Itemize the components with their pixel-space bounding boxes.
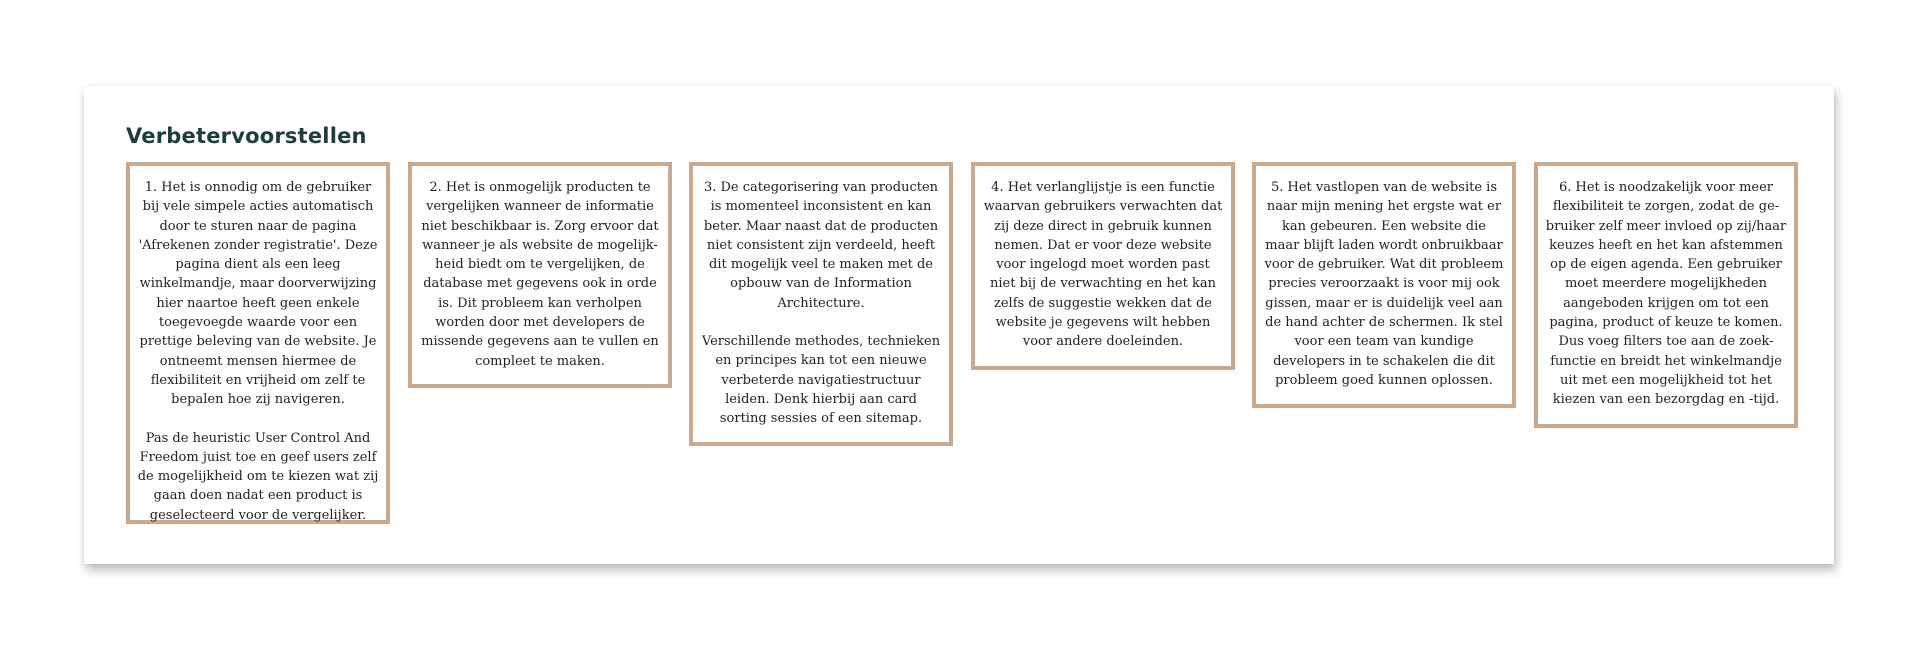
proposal-card-4 [971,162,1235,370]
proposal-3-paragraph-1: 3. De categorisering van producten is momenteel inconsistent en kan beter. Maar naast dat de producten niet consistent zijn verdeeld, heeft dit mogelijk veel te maken met de opbouw van de Information Architecture. [703,180,939,311]
proposal-4-paragraph-1: 4. Het verlanglijstje is een functie waarvan gebruikers verwachten dat zij deze direct in gebruik kunnen nemen. Dat er voor deze website voor ingelogd moet worden past niet bij de verwachting en het kan zelfs de suggestie wekken dat de website je gegevens wilt hebben voor andere doeleinden. [983,180,1223,350]
proposal-1-paragraph-1: 1. Het is onnodig om de gebruiker bij vele simpele acties automatisch door te sturen naar de pagina 'Afrekenen zonder registratie'. Deze pagina dient als een leeg winkelmandje, maar doorverwijzing hier naartoe heeft geen enkele toegevoegde waarde voor een prettige beleving van de website. Je ontneemt mensen hiermee de flexibiliteit en vrijheid om zelf te bepalen hoe zij navigeren. [138,180,378,408]
proposal-3-paragraph-2: Verschillende methodes, technieken en principes kan tot een nieuwe verbeterde navigatiestructuur leiden. Denk hierbij aan card sorting sessies of een sitemap. [701,334,941,427]
proposal-card-2 [408,162,672,388]
page-title: Verbetervoorstellen [126,124,367,148]
proposal-card-6 [1534,162,1798,428]
document-page [84,86,1834,564]
proposal-5-paragraph-1: 5. Het vastlopen van de website is naar mijn mening het ergste wat er kan gebeuren. Een website die maar blijft laden wordt onbruikbaar voor de gebruiker. Wat dit probleem precies veroorzaakt is voor mij ook gissen, maar er is duidelijk veel aan de hand achter de schermen. Ik stel voor een team van kundige developers in te schakelen die dit probleem goed kunnen oplossen. [1264,180,1504,388]
proposal-card-1 [126,162,390,524]
proposal-card-3 [689,162,953,446]
proposal-6-paragraph-1: 6. Het is noodzakelijk voor meer flexibiliteit te zorgen, zodat de ge-bruiker zelf meer invloed op zij/haar keuzes heeft en het kan afstemmen op de eigen agenda. Een gebruiker moet meerdere mogelijkheden aangeboden krijgen om tot een pagina, product of keuze te komen. Dus voeg filters toe aan de zoek-functie en breidt het winkelmandje uit met een mogelijkheid tot het kiezen van een bezorgdag en -tijd. [1545,180,1787,408]
proposal-card-5 [1252,162,1516,408]
proposal-2-paragraph-1: 2. Het is onmogelijk producten te vergelijken wanneer de informatie niet beschikbaar is. Zorg ervoor dat wanneer je als website de mogelijk-heid biedt om te vergelijken, de database met gegevens ook in orde is. Dit probleem kan verholpen worden door met developers de missende gegevens aan te vullen en compleet te maken. [421,180,659,369]
proposal-1-paragraph-2: Pas de heuristic User Control And Freedom juist toe en geef users zelf de mogelijkheid om te kiezen wat zij gaan doen nadat een product is geselecteerd voor de vergelijker. [137,430,379,523]
